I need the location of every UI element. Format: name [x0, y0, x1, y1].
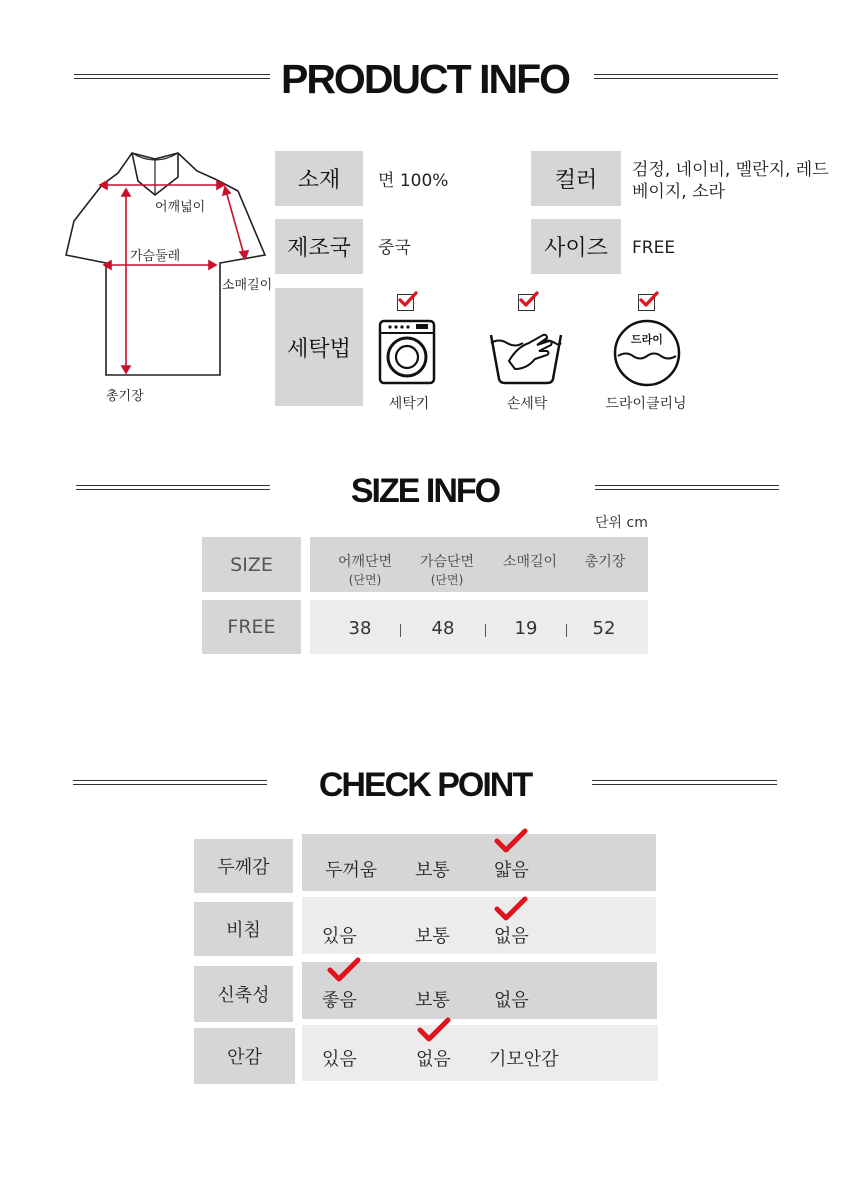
size-info-title: SIZE INFO — [350, 472, 500, 510]
check-option: 있음 — [322, 926, 357, 947]
diagram-length-label: 총기장 — [106, 389, 144, 404]
color-label: 컬러 — [531, 151, 621, 206]
diagram-sleeve-label: 소매길이 — [222, 278, 273, 293]
size-col-shoulder: 어깨단면 (단면) — [337, 554, 393, 587]
size-label: 사이즈 — [531, 219, 621, 274]
check-label-thickness: 두께감 — [194, 839, 293, 893]
material-label: 소재 — [275, 151, 363, 206]
shirt-diagram — [60, 145, 280, 385]
size-col-chest: 가슴단면 (단면) — [419, 554, 475, 587]
check-option: 있음 — [322, 1049, 357, 1070]
check-mark-icon — [494, 896, 528, 924]
check-option: 보통 — [415, 990, 450, 1011]
care-label-hand: 손세탁 — [506, 396, 548, 412]
size-col-sleeve: 소매길이 — [502, 554, 558, 570]
check-option: 얇음 — [494, 860, 529, 881]
origin-value: 중국 — [378, 238, 411, 258]
size-value-length: 52 — [592, 618, 616, 639]
color-value-line2: 베이지, 소라 — [632, 182, 725, 202]
origin-label: 제조국 — [275, 219, 363, 274]
dry-clean-icon-text: 드라이 — [631, 333, 663, 346]
care-checkbox-dry — [638, 294, 655, 311]
size-separator — [400, 624, 401, 637]
check-point-title: CHECK POINT — [318, 766, 532, 804]
check-option: 없음 — [494, 990, 529, 1011]
check-option: 좋음 — [322, 990, 357, 1011]
size-separator — [566, 624, 567, 637]
color-value-line1: 검정, 네이비, 멜란지, 레드 — [632, 160, 829, 180]
check-option: 보통 — [415, 926, 450, 947]
check-mark-icon — [494, 828, 528, 856]
check-option: 보통 — [415, 860, 450, 881]
material-value: 면 100% — [378, 171, 449, 191]
check-option: 없음 — [416, 1049, 451, 1070]
check-label-stretch: 신축성 — [194, 966, 293, 1022]
size-row-label: FREE — [202, 600, 301, 654]
dry-clean-icon — [612, 318, 682, 388]
hand-wash-icon — [487, 325, 565, 385]
care-checkbox-machine — [397, 294, 414, 311]
size-value-chest: 48 — [431, 618, 455, 639]
care-label-dry: 드라이클리닝 — [605, 396, 687, 412]
diagram-chest-label: 가슴둘레 — [130, 249, 181, 264]
check-option: 없음 — [494, 926, 529, 947]
product-info-title: PRODUCT INFO — [280, 56, 570, 102]
size-value-shoulder: 38 — [348, 618, 372, 639]
check-mark-icon — [327, 957, 361, 985]
check-option: 두꺼움 — [325, 860, 378, 881]
size-value-sleeve: 19 — [514, 618, 538, 639]
check-mark-icon — [417, 1017, 451, 1045]
care-label-machine: 세탁기 — [388, 396, 430, 412]
washing-machine-icon — [378, 319, 436, 385]
size-value: FREE — [632, 238, 676, 258]
check-option: 기모안감 — [489, 1049, 559, 1070]
size-separator — [485, 624, 486, 637]
size-col-length: 총기장 — [584, 554, 626, 570]
check-label-lining: 안감 — [194, 1028, 295, 1084]
size-row-header: SIZE — [202, 537, 301, 592]
care-checkbox-hand — [518, 294, 535, 311]
diagram-shoulder-label: 어깨넓이 — [155, 200, 206, 215]
check-label-sheerness: 비침 — [194, 902, 293, 956]
size-unit: 단위 cm — [595, 515, 648, 531]
wash-label: 세탁법 — [275, 288, 363, 406]
